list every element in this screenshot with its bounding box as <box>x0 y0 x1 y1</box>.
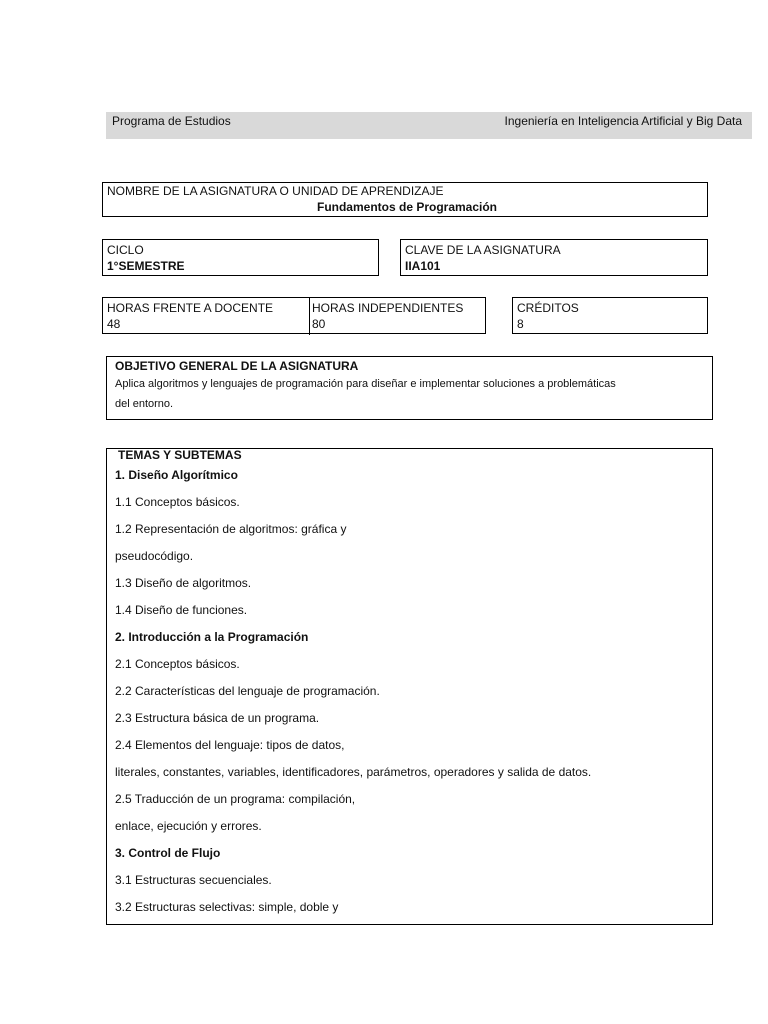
hours-box <box>102 297 486 334</box>
header-program-label: Programa de Estudios <box>112 114 231 128</box>
topic-line: 2.1 Conceptos básicos. <box>115 657 240 671</box>
topic-line: pseudocódigo. <box>115 549 194 563</box>
subject-key-label: CLAVE DE LA ASIGNATURA <box>405 243 561 257</box>
subject-name-box <box>102 182 708 217</box>
topic-line: 1.4 Diseño de funciones. <box>115 603 248 617</box>
objective-line-2: del entorno. <box>115 398 174 410</box>
topic-line: 3.2 Estructuras selectivas: simple, doble y <box>115 900 339 914</box>
topic-line: 2. Introducción a la Programación <box>115 630 309 644</box>
topic-line: enlace, ejecución y errores. <box>115 819 262 833</box>
teacher-hours-label: HORAS FRENTE A DOCENTE <box>107 301 274 315</box>
independent-hours-cell <box>309 298 463 335</box>
subject-name-label: NOMBRE DE LA ASIGNATURA O UNIDAD DE APRENDIZAJE <box>107 184 444 198</box>
objective-box <box>106 356 713 420</box>
objective-title: OBJETIVO GENERAL DE LA ASIGNATURA <box>115 359 359 373</box>
cycle-value: 1°SEMESTRE <box>107 259 185 273</box>
subject-name-value: Fundamentos de Programación <box>316 200 498 214</box>
topic-line: 2.2 Características del lenguaje de programación. <box>115 684 380 698</box>
topic-line: 1.1 Conceptos básicos. <box>115 495 240 509</box>
topic-line: 2.3 Estructura básica de un programa. <box>115 711 320 725</box>
credits-box <box>512 297 708 334</box>
topic-line: 1.3 Diseño de algoritmos. <box>115 576 252 590</box>
topics-title: TEMAS Y SUBTEMAS <box>118 448 242 462</box>
topic-line: literales, constantes, variables, identificadores, parámetros, operadores y salida de datos. <box>115 765 592 779</box>
header-band <box>106 112 752 139</box>
credits-label: CRÉDITOS <box>517 301 579 315</box>
topics-box <box>106 448 713 925</box>
independent-hours-value: 80 <box>312 317 326 331</box>
topic-line: 3.1 Estructuras secuenciales. <box>115 873 272 887</box>
subject-key-box <box>400 239 708 276</box>
teacher-hours-value: 48 <box>107 317 121 331</box>
credits-value: 8 <box>517 317 524 331</box>
topic-line: 2.5 Traducción de un programa: compilación, <box>115 792 356 806</box>
topic-line: 3. Control de Flujo <box>115 846 221 860</box>
independent-hours-label: HORAS INDEPENDIENTES <box>312 301 464 315</box>
teacher-hours-cell <box>107 300 273 332</box>
objective-line-1: Aplica algoritmos y lenguajes de programación para diseñar e implementar soluciones a problemáticas <box>115 378 616 390</box>
topic-line: 1.2 Representación de algoritmos: gráfica y <box>115 522 347 536</box>
cycle-box <box>102 239 379 276</box>
subject-key-value: IIA101 <box>405 259 441 273</box>
cycle-label: CICLO <box>107 243 144 257</box>
header-career-label: Ingeniería en Inteligencia Artificial y Big Data <box>504 114 742 128</box>
topic-line: 1. Diseño Algorítmico <box>115 468 238 482</box>
topic-line: 2.4 Elementos del lenguaje: tipos de datos, <box>115 738 345 752</box>
